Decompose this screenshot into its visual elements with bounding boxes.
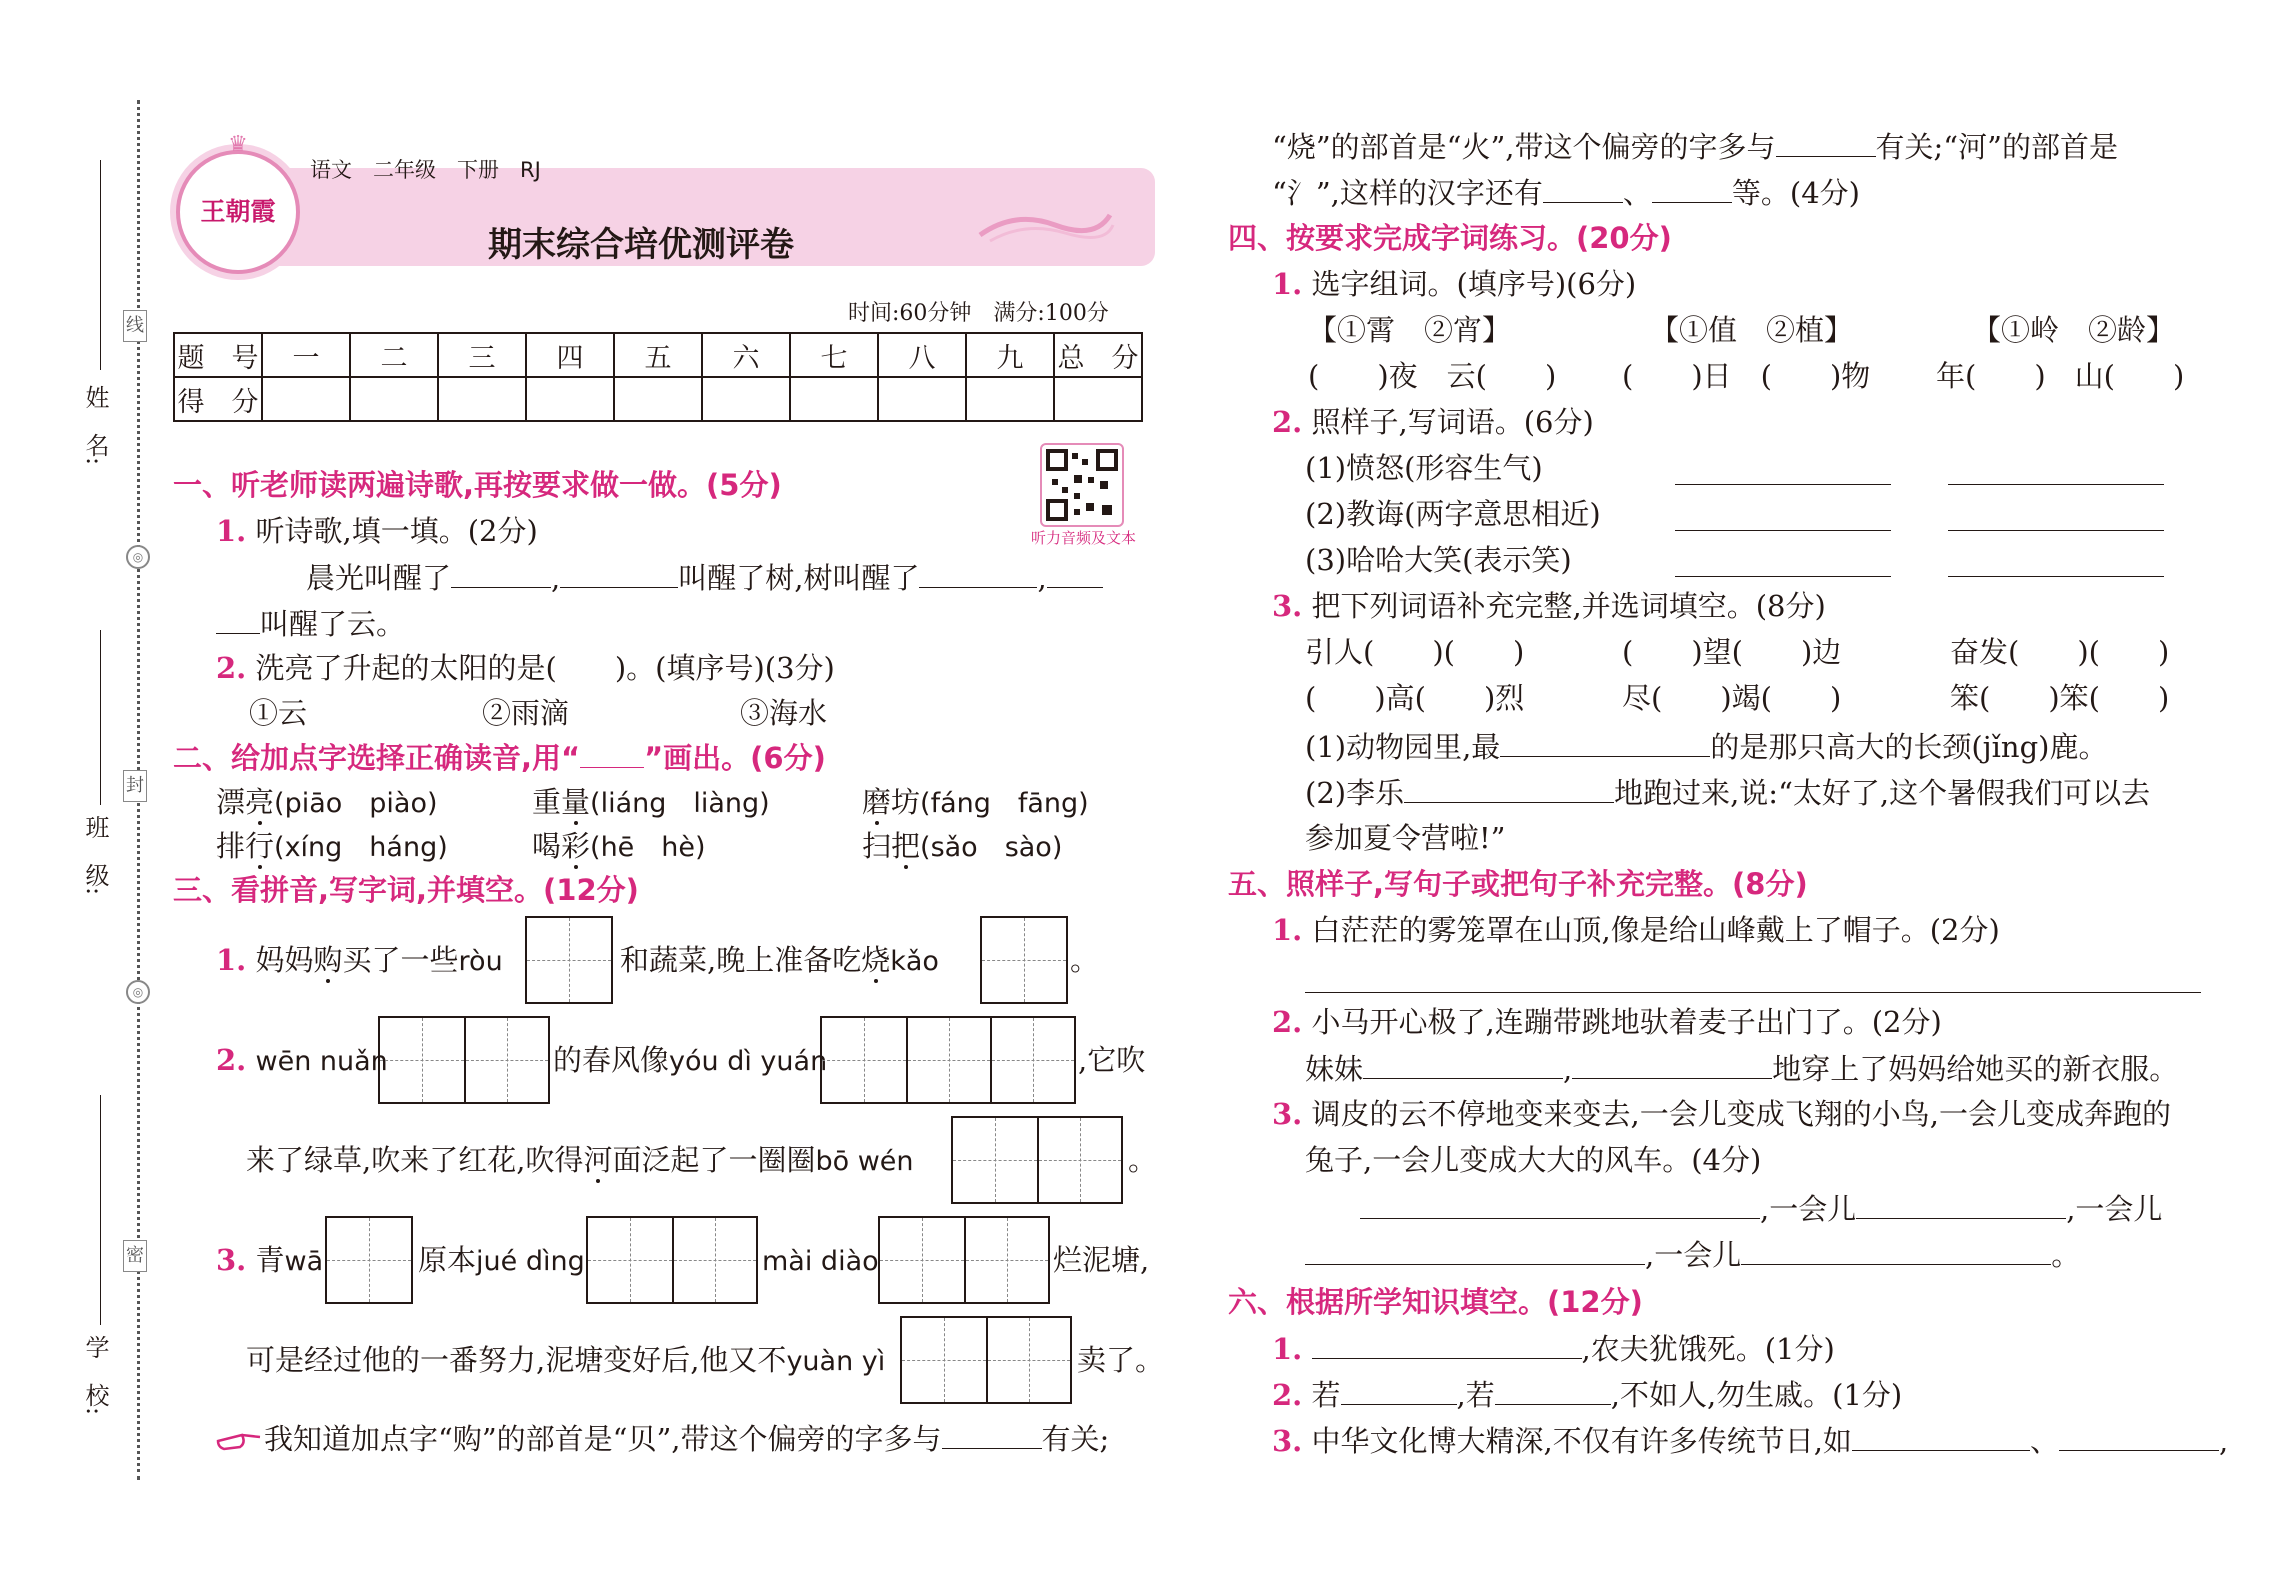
table-cell: 八 [878,333,966,377]
s4-fill-1[interactable]: ( )夜 云( ) [1308,359,1557,393]
school-line[interactable] [100,1095,101,1325]
table-cell: 六 [702,333,790,377]
score-input-cell[interactable] [614,377,702,421]
answer-blank[interactable] [1312,1328,1582,1359]
binding-hole-icon: ◎ [126,545,150,569]
answer-blank[interactable] [1572,1048,1772,1079]
s2-item-1[interactable]: 漂亮(piāo piào) [216,785,438,819]
s3-q1-end: 。 [1070,943,1100,977]
answer-blank[interactable] [1543,172,1623,203]
s4-q3-word-2[interactable]: ( )望( )边 [1622,635,1842,669]
s6-q2: 2. 若 ,若 ,不如人,勿生戚。(1分) [1272,1374,1902,1415]
table-cell: 二 [350,333,438,377]
writing-grid[interactable] [325,1216,413,1304]
answer-line[interactable] [1675,576,1891,577]
score-table-header-row [174,333,1142,377]
s6-q3: 3. 中华文化博大精深,不仅有许多传统节日,如 、 , [1272,1420,2228,1461]
s4-q3-word-4[interactable]: ( )高( )烈 [1305,681,1525,715]
right-cont-line2: “氵”,这样的汉字还有 、 等。(4分) [1272,172,1860,213]
qr-code[interactable] [1040,443,1124,527]
score-input-cell[interactable] [1054,377,1142,421]
s2-item-6[interactable]: 扫把(sǎo sào) [862,829,1063,863]
score-input-cell[interactable] [878,377,966,421]
s3-q3-mid2: mài diào [762,1246,879,1277]
s1-q2-opt3: ③海水 [740,696,828,730]
s3-q1-left: 1. 妈妈购买了一些ròu [216,943,503,977]
writing-grid[interactable] [878,1216,1050,1304]
answer-blank[interactable] [1305,1234,1645,1265]
writing-grid[interactable] [951,1116,1123,1204]
section-1-title: 一、听老师读两遍诗歌,再按要求做一做。(5分) [173,468,782,502]
writing-grid[interactable] [820,1016,1076,1104]
section-5-title: 五、照样子,写句子或把句子补充完整。(8分) [1228,867,1808,901]
answer-line[interactable] [1305,992,2201,993]
answer-line[interactable] [1948,530,2164,531]
answer-blank[interactable] [1363,1048,1563,1079]
s2-item-5[interactable]: 喝彩(hē hè) [532,829,706,863]
answer-line[interactable] [1948,576,2164,577]
table-cell: 得 分 [174,377,262,421]
tag-xian: 线 [123,310,147,342]
hand-pointer-icon [216,1425,264,1455]
score-table [173,332,1143,422]
section-2-title: 二、给加点字选择正确读音,用“ ”画出。(6分) [173,737,826,778]
s4-q3-word-1[interactable]: 引人( )( ) [1305,635,1525,669]
s5-q2: 2. 小马开心极了,连蹦带跳地驮着麦子出门了。(2分) [1272,1005,1942,1039]
answer-blank[interactable] [1495,1374,1611,1405]
score-input-cell[interactable] [702,377,790,421]
s4-q2: 2. 照样子,写词语。(6分) [1272,405,1594,439]
answer-line[interactable] [1675,484,1891,485]
s4-group-2: 【①值 ②植】 [1650,313,1854,347]
score-input-cell[interactable] [438,377,526,421]
answer-blank[interactable] [1360,1188,1760,1219]
answer-blank[interactable] [919,557,1037,588]
score-input-cell[interactable] [790,377,878,421]
s4-q1: 1. 选字组词。(填序号)(6分) [1272,267,1637,301]
s3-q2-mid: 的春风像yóu dì yuán [553,1043,828,1077]
s5-q1: 1. 白茫茫的雾笼罩在山顶,像是给山峰戴上了帽子。(2分) [1272,913,2000,947]
s4-q3-sentence-1: (1)动物园里,最 的是那只高大的长颈(jǐng)鹿。 [1305,726,2107,767]
s5-q3: 3. 调皮的云不停地变来变去,一会儿变成飞翔的小鸟,一会儿变成奔跑的 [1272,1097,2171,1131]
s3-q2-end: ,它吹 [1078,1043,1146,1077]
s4-group-3: 【①岭 ②龄】 [1972,313,2176,347]
s3-q3-mid1: 原本jué dìng [418,1243,585,1277]
s4-group-1: 【①霄 ②宵】 [1308,313,1512,347]
s1-q2-opt2: ②雨滴 [482,696,570,730]
s4-fill-3[interactable]: 年( ) 山( ) [1936,359,2185,393]
s1-q2: 2. 洗亮了升起的太阳的是( )。(填序号)(3分) [216,651,835,685]
answer-blank[interactable] [1500,726,1710,757]
table-cell: 九 [966,333,1054,377]
score-table-score-row [174,377,1142,421]
s3-q3-left: 3. 青wā [216,1243,324,1277]
s4-q3-sentence-2-cont: 参加夏令营啦!” [1305,821,1506,855]
s6-q1: 1. ,农夫犹饿死。(1分) [1272,1328,1835,1369]
answer-blank[interactable] [1652,172,1732,203]
s3-q2-line2: 来了绿草,吹来了红花,吹得河面泛起了一圈圈bō wén [246,1143,914,1177]
s2-item-4[interactable]: 排行(xíng háng) [216,829,448,863]
s3-q1-mid: 和蔬菜,晚上准备吃烧kǎo [620,943,939,977]
s3-q3-line2-end: 卖了。 [1077,1343,1165,1377]
subject-line: 语文 二年级 下册 RJ [310,158,541,182]
right-cont-line1: “烧”的部首是“火”,带这个偏旁的字多与 有关;“河”的部首是 [1272,126,2118,167]
table-cell: 一 [262,333,350,377]
s4-q3-word-6[interactable]: 笨( )笨( ) [1950,681,2170,715]
answer-blank[interactable] [451,557,551,588]
class-line[interactable] [100,630,101,805]
s4-q3-word-5[interactable]: 尽( )竭( ) [1622,681,1842,715]
section-3-title: 三、看拼音,写字词,并填空。(12分) [173,873,639,907]
writing-grid[interactable] [980,916,1068,1004]
s1-q1-line2: 叫醒了云。 [216,603,405,644]
answer-blank[interactable] [1047,557,1103,588]
s3-q2-left: 2. wēn nuǎn [216,1043,388,1077]
class-label: 班 级: [81,815,109,896]
s4-q3: 3. 把下列词语补充完整,并选词填空。(8分) [1272,589,1826,623]
crown-icon: ♛ [228,132,248,157]
s4-q2-item-2: (2)教诲(两字意思相近) [1305,497,1601,531]
s1-q1: 1. 听诗歌,填一填。(2分) [216,514,538,548]
answer-blank[interactable] [1856,1188,2066,1219]
s1-q1-line: 晨光叫醒了 , 叫醒了树,树叫醒了 , [306,557,1103,598]
answer-line[interactable] [1675,530,1891,531]
answer-blank[interactable] [1852,1420,2030,1451]
binding-hole-icon: ◎ [126,980,150,1004]
table-cell: 题 号 [174,333,262,377]
table-cell: 七 [790,333,878,377]
school-label: 学 校: [81,1335,109,1416]
s3-q3-end: 烂泥塘, [1053,1243,1150,1277]
table-cell: 五 [614,333,702,377]
qr-caption: 听力音频及文本 [1031,529,1137,547]
s4-fill-2[interactable]: ( )日 ( )物 [1622,359,1871,393]
table-cell: 总 分 [1054,333,1142,377]
s3-note: 我知道加点字“购”的部首是“贝”,带这个偏旁的字多与 有关; [264,1418,1109,1459]
answer-blank[interactable] [942,1418,1042,1449]
s4-q2-item-1: (1)愤怒(形容生气) [1305,451,1543,485]
answer-line[interactable] [1948,484,2164,485]
score-input-cell[interactable] [350,377,438,421]
s5-q3-line2: 兔子,一会儿变成大大的风车。(4分) [1305,1143,1762,1177]
s1-q2-opt1: ①云 [249,696,308,730]
section-6-title: 六、根据所学知识填空。(12分) [1228,1285,1643,1319]
answer-blank[interactable] [1741,1234,2051,1265]
table-cell: 三 [438,333,526,377]
score-input-cell[interactable] [966,377,1054,421]
tag-feng: 封 [123,770,147,802]
tag-mi: 密 [123,1240,147,1272]
s4-q3-word-3[interactable]: 奋发( )( ) [1950,635,2170,669]
answer-blank[interactable] [560,557,678,588]
decorative-swirl-icon [975,205,1115,245]
s3-q3-line2: 可是经过他的一番努力,泥塘变好后,他又不yuàn yì [246,1343,886,1377]
table-cell: 四 [526,333,614,377]
writing-grid[interactable] [586,1216,758,1304]
answer-blank[interactable] [1776,126,1876,157]
s4-q3-sentence-2: (2)李乐 地跑过来,说:“太好了,这个暑假我们可以去 [1305,772,2150,813]
answer-blank[interactable] [2059,1420,2219,1451]
section-4-title: 四、按要求完成字词练习。(20分) [1228,221,1672,255]
answer-blank[interactable] [1341,1374,1457,1405]
name-line[interactable] [100,160,101,370]
writing-grid[interactable] [525,916,613,1004]
answer-blank[interactable] [216,603,260,634]
time-info: 时间:60分钟 满分:100分 [848,301,1109,326]
score-input-cell[interactable] [526,377,614,421]
score-input-cell[interactable] [262,377,350,421]
name-label: 姓 名: [81,385,109,466]
s2-item-3[interactable]: 磨坊(fáng fāng) [862,785,1089,819]
s2-item-2[interactable]: 重量(liáng liàng) [532,785,770,819]
s3-q2-line2-end: 。 [1128,1143,1158,1177]
logo-badge [176,132,300,274]
s4-q2-item-3: (3)哈哈大笑(表示笑) [1305,543,1572,577]
s5-q2-fill: 妹妹 , 地穿上了妈妈给她买的新衣服。 [1305,1048,2178,1089]
s5-q3-fill-1: ,一会儿 ,一会儿 [1360,1188,2162,1229]
s5-q3-fill-2: ,一会儿 。 [1305,1234,2080,1275]
writing-grid[interactable] [378,1016,550,1104]
answer-blank[interactable] [1404,772,1614,803]
page-title: 期末综合培优测评卷 [488,225,794,265]
writing-grid[interactable] [900,1316,1072,1404]
logo-text: 王朝霞 [200,197,276,226]
